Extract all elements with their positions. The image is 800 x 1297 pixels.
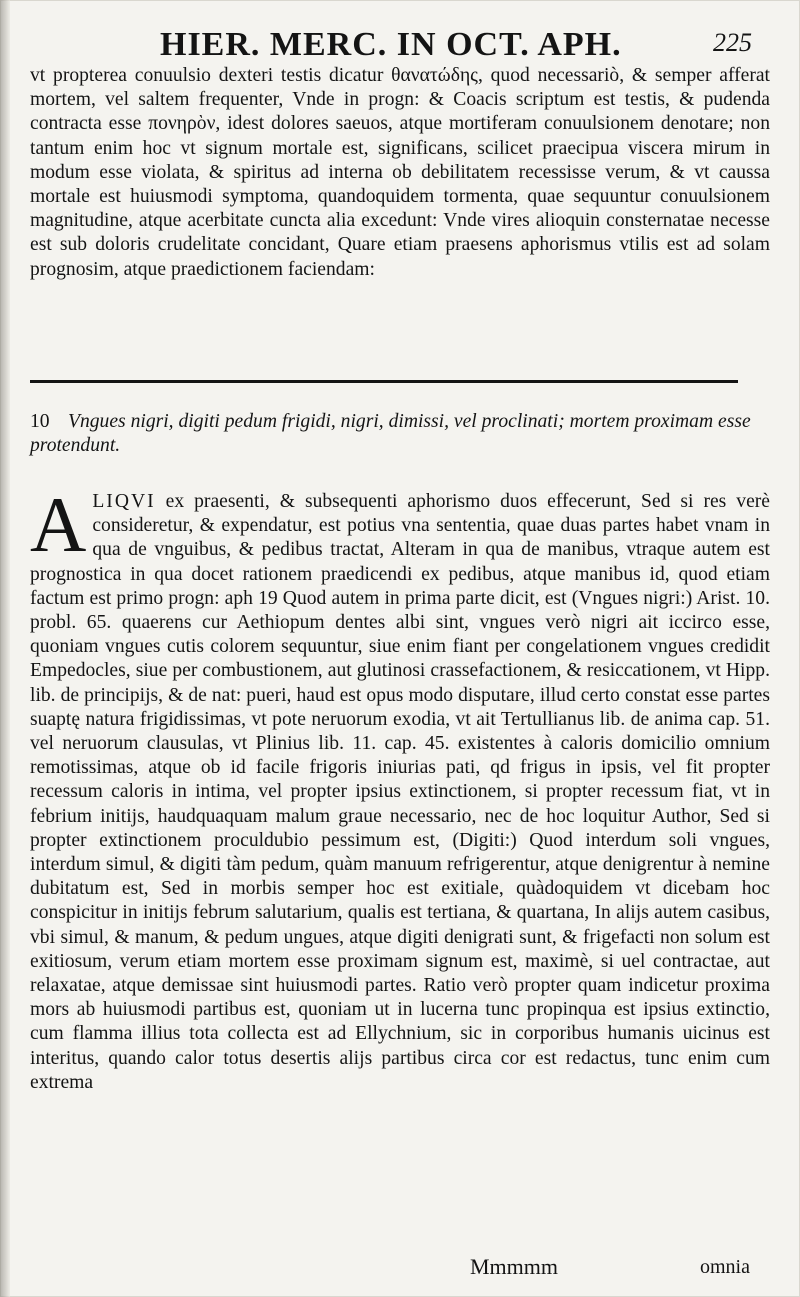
continued-paragraph xyxy=(30,64,770,282)
catchword: omnia xyxy=(700,1256,750,1278)
drop-cap: A xyxy=(30,481,87,568)
aphorism-text: Vngues nigri, digiti pedum frigidi, nigri, dimissi, vel proclinati; mortem proximam esse protendunt. xyxy=(30,411,751,457)
paragraph-text: vt propterea conuulsio dexteri testis dicatur θανατώδης, quod necessariò, & semper afferat mortem, vel saltem frequenter, Vnde in progn: & Coacis scriptum est testis, & pudenda contracta esse πονηρὸν, idest dolores saeuos, atque mortiferam conuulsionem denotare; non tantum enim hoc vt signum mortale est, significans, scilicet praecipua viscera mirum in modum esse violata, & spiritus ad interna ob debilitatem recessisse verum, & vt caussa mortale est huiusmodi symptoma, quandoquidem tormenta, quae sequuntur conuulsionem magnitudine, atque acerbitate cuncta alia excedunt: Vnde vires alioquin consternatae necesse est sub doloris crudelitate concidant, Quare etiam praesens aphorismus vtilis est ad solam prognosim, atque praedictionem faciendam: xyxy=(30,65,770,280)
commentary xyxy=(30,481,770,1095)
commentary-first-word: LIQVI xyxy=(92,491,156,512)
commentary-text: ex praesenti, & subsequenti aphorismo duos effecerunt, Sed si res verè consideretur, & expendatur, est potius vna sententia, quae duas partes habet vnam in qua de vnguibus, & pedibus tractat, Alteram in qua de manibus, vtraque autem est prognostica in qua docet rationem praedicendi ex pedibus, atque manibus id, quod etiam factum est primo progn: aph 19 Quod autem in prima parte dicit, est (Vngues nigri:) Arist. 10. probl. 65. quaerens cur Aethiopum dentes albi sint, vngues verò nigri ait iccirco esse, quoniam vngues cutis colorem sequuntur, siue enim fiant per congelationem vngues credidit Empedocles, siue per combustionem, aut glutinosi crassefactionem, & resiccationem, vt Hipp. lib. de principijs, & de nat: pueri, haud est opus modo disputare, illud certo constat esse partes suaptę natura frigidissimas, vt pote neruorum exodia, vt ait Tertullianus lib. de anima cap. 51. vel neruorum clausulas, vt Plinius lib. 11. cap. 45. existentes à caloris domicilio omnium remotissimas, atque ob id facile frigoris iniurias pati, qd frigus in ipsis, vel fit propter recessum caloris in intima, vel propter ipsius extinctionem, si propter recessum fiat, vt in febrium initijs, haudquaquam malum graue necessario, nec de hoc loquitur Author, Sed si propter extinctionem proculdubio pessimum est, (Digiti:) Quod interdum soli vngues, interdum simul, & digiti tàm pedum, quàm manuum refrigerentur, atque denigrentur à nemine dubitatum est, Sed in morbis semper hoc est exitiale, quàdoquidem vt dicebam hoc conspicitur in initijs februm salutarium, qualis est tertiana, & quartana, In alijs autem casibus, vbi simul, & manum, & pedum ungues, atque digiti denigrati sunt, & frigefacti non solum est exitiosum, verum etiam mortem esse proximam signum est, maximè, si uel contractae, aut relaxatae, atque demissae sint huiusmodi partes. Ratio verò propter quam indicetur proxima mors ab huiusmodi partibus est, quoniam ut in lucerna tunc propinqua est ipsius extinctio, cum flamma illius tota collecta est ad Ellychnium, sic in corporibus humanis uicinus est interitus, quando calor totus desertis alijs partibus circa cor est redactus, tunc enim cum extrema xyxy=(30,491,770,1093)
page-footer xyxy=(0,1252,800,1282)
signature-mark: Mmmmm xyxy=(470,1254,559,1279)
section-divider xyxy=(30,380,738,383)
page-header xyxy=(0,18,800,68)
page-number: 225 xyxy=(713,28,752,57)
aphorism-number: 10 xyxy=(30,411,50,432)
running-head: HIER. MERC. IN OCT. APH. xyxy=(160,26,622,63)
aphorism xyxy=(30,410,770,458)
